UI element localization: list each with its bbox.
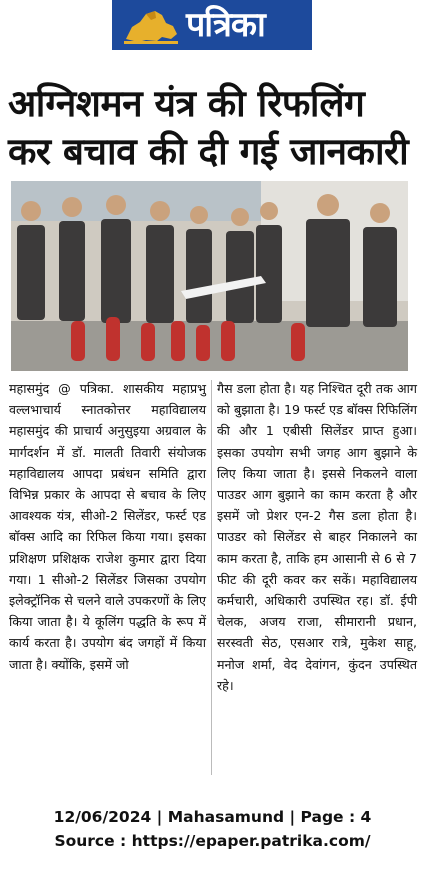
masthead-name: पत्रिका (186, 5, 265, 45)
footer-date-line: 12/06/2024 | Mahasamund | Page : 4 (53, 808, 372, 826)
masthead-logo (112, 0, 312, 50)
news-photo (11, 181, 408, 371)
column-divider (211, 380, 212, 775)
news-photo-illustration (11, 181, 408, 371)
footer-source-line: Source : https://epaper.patrika.com/ (54, 832, 371, 850)
article-column-1: महासमुंद @ पत्रिका. शासकीय महाप्रभु वल्लभाचार्य स्नातकोत्तर महाविद्यालय महासमुंद की प्राचार्य अनुसुइया अग्रवाल के मार्गदर्शन में डॉ. मालती तिवारी संयोजक महाविद्यालय आपदा प्रबंधन समिति द्वारा विभिन्न प्रकार के आपदा से बचाव के लिए आवश्यक यंत्र, सीओ-2 सिलेंडर, फर्स्ट एड बॉक्स आदि का रिफिल किया गया। इसका प्रशिक्षण प्रशिक्षक राजेश कुमार द्वारा दिया गया। 1 सीओ-2 सिलेंडर जिसका उपयोग इलेक्ट्रॉनिक से चलने वाले उपकरणों के लिए किया जाता है। ये कूलिंग पद्धति के रूप में कार्य करता है। उपयोग बंद जगहों में किया जाता है। क्योंकि, इसमें जो (9, 381, 206, 672)
headline: अग्निशमन यंत्र की रिफलिंग कर बचाव की दी गई जानकारी (8, 82, 409, 173)
article-column-2: गैस डला होता है। यह निश्चित दूरी तक आग को बुझाता है। 19 फर्स्ट एड बॉक्स रिफिलिंग की और 1 एबीसी सिलेंडर प्राप्त हुआ। इसका उपयोग सभी जगह आग बुझाने के लिए किया जाता है। इससे निकलने वाला पाउडर आग बुझाने का काम करता है और इसमें जो प्रेशर एन-2 गैस डला होता है। पाउडर को सिलेंडर से बाहर निकालने का काम करता है, ताकि हम आसानी से 6 से 7 फीट की दूरी कवर कर सकें। महाविद्यालय कर्मचारी, अधिकारी उपस्थित रह। डॉ. ईपी चेलक, अजय राजा, सीमारानी प्रधान, सरस्वती सेठ, एसआर रात्रे, मुकेश साहू, मनोज शर्मा, वेद देवांगन, कुंदन उपस्थित रहे। (217, 381, 417, 693)
lion-icon (122, 5, 180, 45)
